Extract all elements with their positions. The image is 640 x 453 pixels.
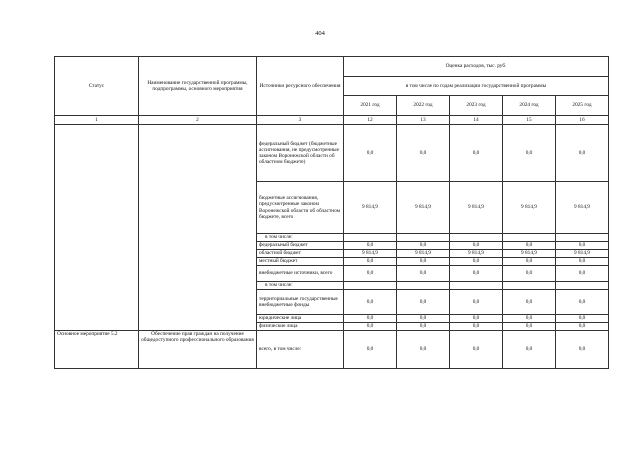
value-cell: 0,0 [397,266,450,282]
value-cell: 0,0 [556,125,609,182]
value-cell: 0,0 [503,266,556,282]
column-number: 16 [556,116,609,125]
column-number: 2 [139,116,257,125]
value-cell [344,234,397,242]
value-cell: 0,0 [344,242,397,250]
value-cell: 0,0 [556,331,609,369]
value-cell: 0,0 [503,258,556,266]
activity-source: всего, в том числе: [257,331,344,369]
budget-table [54,56,609,369]
column-number: 15 [503,116,556,125]
table-row [55,125,609,182]
value-cell: 9 814,9 [450,182,503,234]
source-cell: федеральный бюджет [257,242,344,250]
value-cell: 0,0 [344,290,397,315]
value-cell: 0,0 [556,258,609,266]
value-cell: 0,0 [503,242,556,250]
source-cell: внебюджетные источники, всего [257,266,344,282]
header-by-year: в том числе по годам реализации государственной программы [344,77,609,96]
status-cell-empty [55,125,139,331]
activity-status: Основное мероприятие 5.2 [55,331,139,369]
value-cell [397,234,450,242]
value-cell [503,234,556,242]
value-cell [397,282,450,290]
source-cell: в том числе: [257,234,344,242]
value-cell: 0,0 [450,323,503,331]
activity-name: Обеспечение прав граждан на получение общедоступного профессионального образования [139,331,257,369]
value-cell: 0,0 [397,315,450,323]
value-cell: 0,0 [397,258,450,266]
value-cell: 0,0 [450,242,503,250]
name-cell-empty [139,125,257,331]
value-cell: 0,0 [503,331,556,369]
value-cell: 0,0 [450,331,503,369]
value-cell: 9 814,9 [556,182,609,234]
header-status: Статус [55,57,139,116]
source-cell: федеральный бюджет (бюджетные ассигнования, не предусмотренные законом Воронежской области об областном бюджете) [257,125,344,182]
value-cell: 0,0 [503,315,556,323]
value-cell: 9 814,9 [503,182,556,234]
value-cell: 0,0 [450,290,503,315]
header-year: 2024 год [503,96,556,116]
header-year: 2022 год [397,96,450,116]
column-number: 1 [55,116,139,125]
value-cell: 0,0 [556,315,609,323]
column-number: 13 [397,116,450,125]
header-source: Источники ресурсного обеспечения [257,57,344,116]
value-cell: 0,0 [503,125,556,182]
value-cell: 0,0 [397,125,450,182]
column-number: 3 [257,116,344,125]
value-cell: 9 814,9 [397,182,450,234]
source-cell: юридические лица [257,315,344,323]
value-cell [344,282,397,290]
value-cell: 0,0 [503,290,556,315]
value-cell: 0,0 [344,258,397,266]
value-cell: 0,0 [344,315,397,323]
value-cell [450,234,503,242]
value-cell [556,282,609,290]
value-cell: 9 814,9 [397,250,450,258]
value-cell: 0,0 [503,323,556,331]
header-year: 2021 год [344,96,397,116]
value-cell [503,282,556,290]
value-cell: 0,0 [450,125,503,182]
value-cell: 0,0 [556,323,609,331]
source-cell: в том числе: [257,282,344,290]
value-cell: 9 814,9 [450,250,503,258]
value-cell: 0,0 [397,323,450,331]
value-cell: 9 814,9 [503,250,556,258]
value-cell: 0,0 [397,331,450,369]
value-cell: 0,0 [450,266,503,282]
source-cell: территориальные государственные внебюджетные фонды [257,290,344,315]
value-cell: 9 814,9 [344,182,397,234]
value-cell: 0,0 [450,315,503,323]
value-cell: 0,0 [344,323,397,331]
value-cell: 0,0 [344,125,397,182]
value-cell: 0,0 [556,266,609,282]
value-cell: 0,0 [344,266,397,282]
value-cell [556,234,609,242]
header-name: Наименование государственной программы, подпрограммы, основного мероприятия [139,57,257,116]
source-cell: областной бюджет [257,250,344,258]
value-cell: 0,0 [556,242,609,250]
source-cell: бюджетные ассигнования, предусмотренные законом Воронежской области об областном бюджете, всего [257,182,344,234]
value-cell: 9 814,9 [344,250,397,258]
value-cell [450,282,503,290]
column-number: 12 [344,116,397,125]
header-estimate: Оценка расходов, тыс. руб. [344,57,609,77]
value-cell: 0,0 [556,290,609,315]
value-cell: 9 814,9 [556,250,609,258]
activity-row [55,331,609,369]
header-year: 2025 год [556,96,609,116]
header-year: 2023 год [450,96,503,116]
column-number: 14 [450,116,503,125]
value-cell: 0,0 [397,242,450,250]
value-cell: 0,0 [397,290,450,315]
value-cell: 0,0 [344,331,397,369]
page-number: 404 [315,30,325,37]
source-cell: местный бюджет [257,258,344,266]
source-cell: физические лица [257,323,344,331]
value-cell: 0,0 [450,258,503,266]
